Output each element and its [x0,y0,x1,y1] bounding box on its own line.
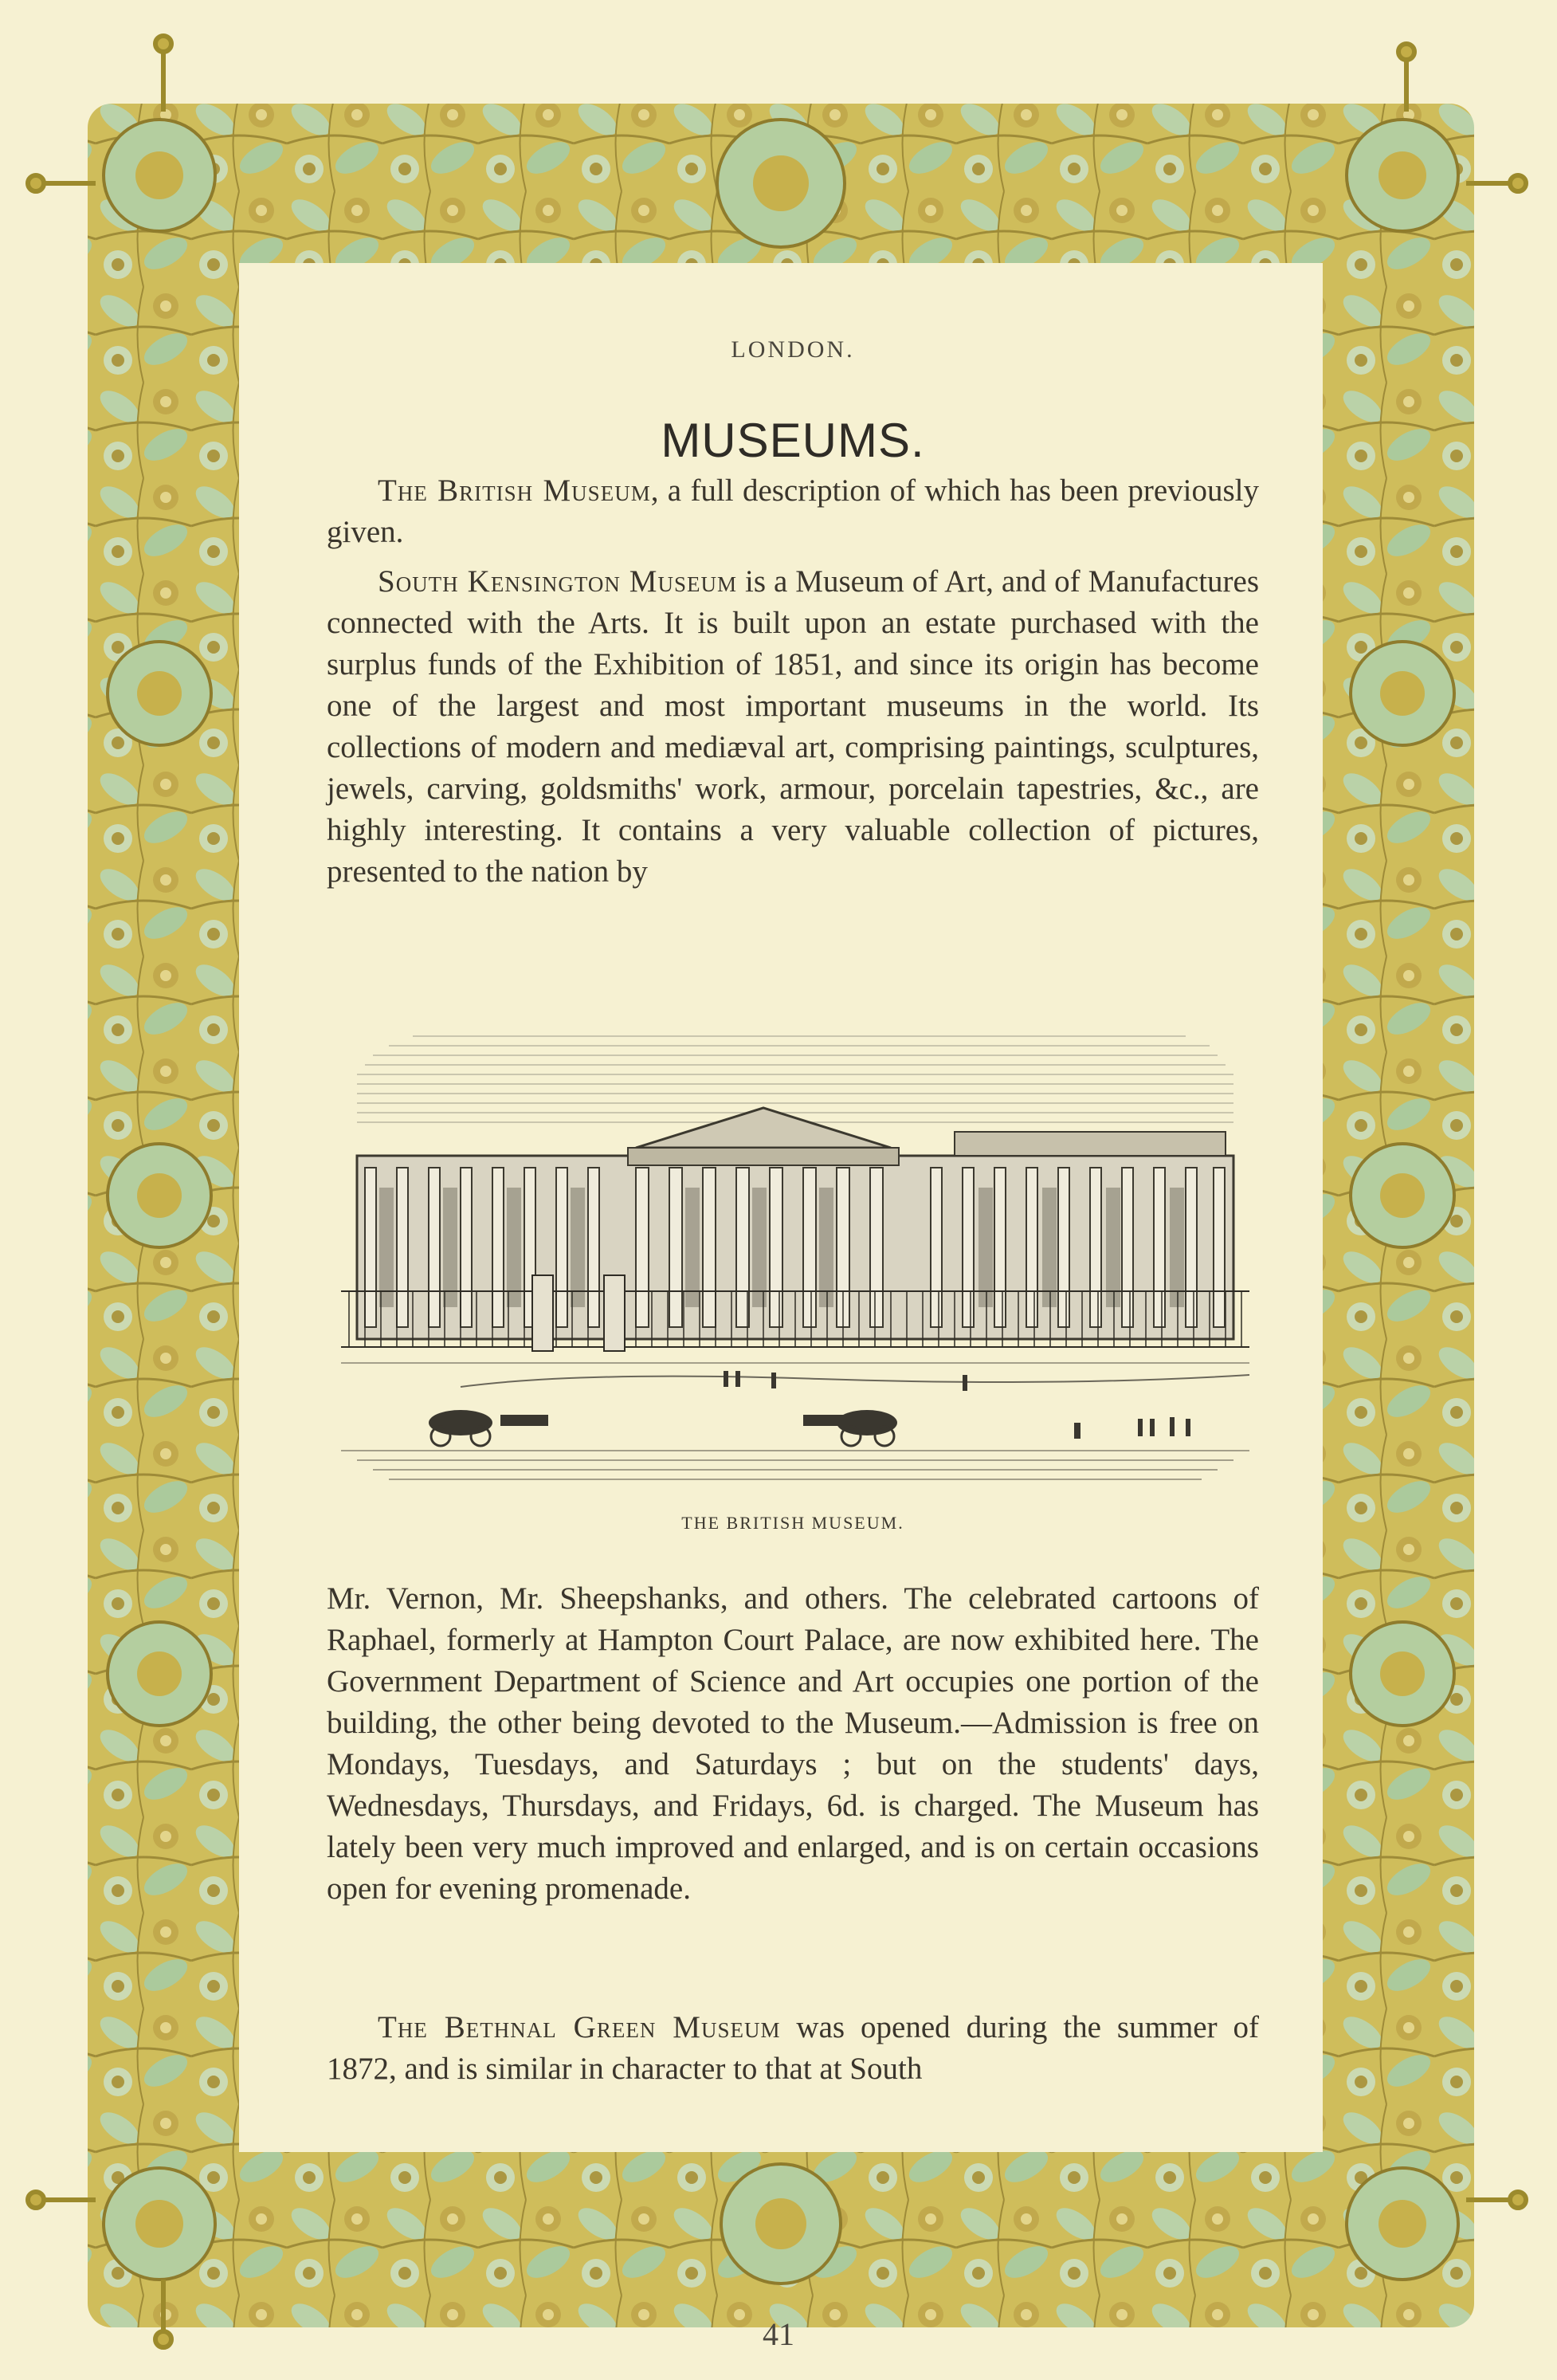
figure-caption: THE BRITISH MUSEUM. [681,1513,904,1533]
paragraph-british-museum [327,470,1259,553]
engraving-british-museum [341,1020,1249,1498]
paragraph-text: was opened during the summer of 1872, and is similar in character to that at South [327,2010,1260,2086]
text-block [327,319,1259,2128]
paragraph-text: is a Museum of Art, and of Manufactures connected with the Arts. It is built upon an estate purchased with the surplus funds of the Exhibition of 1851, and since its origin has become one of the largest and most important museums in the world. Its collections of modern and mediæval art, comprising paintings, sculptures, jewels, carving, goldsmiths' work, armour, porcelain tapestries, &c., are highly interesting. It contains a very valuable collection of pictures, presented to the nation by [327,564,1260,889]
paragraph-lead: South Kensington Museum [378,564,738,599]
page-number: 41 [763,2316,794,2352]
page-title: MUSEUMS. [661,414,925,467]
paragraph-lead: The British Museum [378,473,651,508]
paragraph-text: , a full description of which has been previously given. [327,473,1260,549]
paragraph-bethnal-green [327,2007,1259,2090]
paragraph-lead: The Bethnal Green Museum [378,2010,781,2044]
paragraph-continued: Mr. Vernon, Mr. Sheepshanks, and others. The celebrated cartoons of Raphael, formerly at Hampton Court Palace, are now exhibited here. The Government Department of Science and Art occupies one portion of the building, the other being devoted to the Museum.—Admission is free on Mondays, Tuesdays, and Saturdays ; but on the students' days, Wednesdays, Thursdays, and Fridays, 6d. is charged. The Museum has lately been very much improved and enlarged, and is on certain occasions open for evening promenade. [327,1581,1259,1906]
running-head: LONDON. [731,336,855,363]
paragraph-south-kensington [327,561,1259,893]
museum-illustration [341,1020,1249,1498]
